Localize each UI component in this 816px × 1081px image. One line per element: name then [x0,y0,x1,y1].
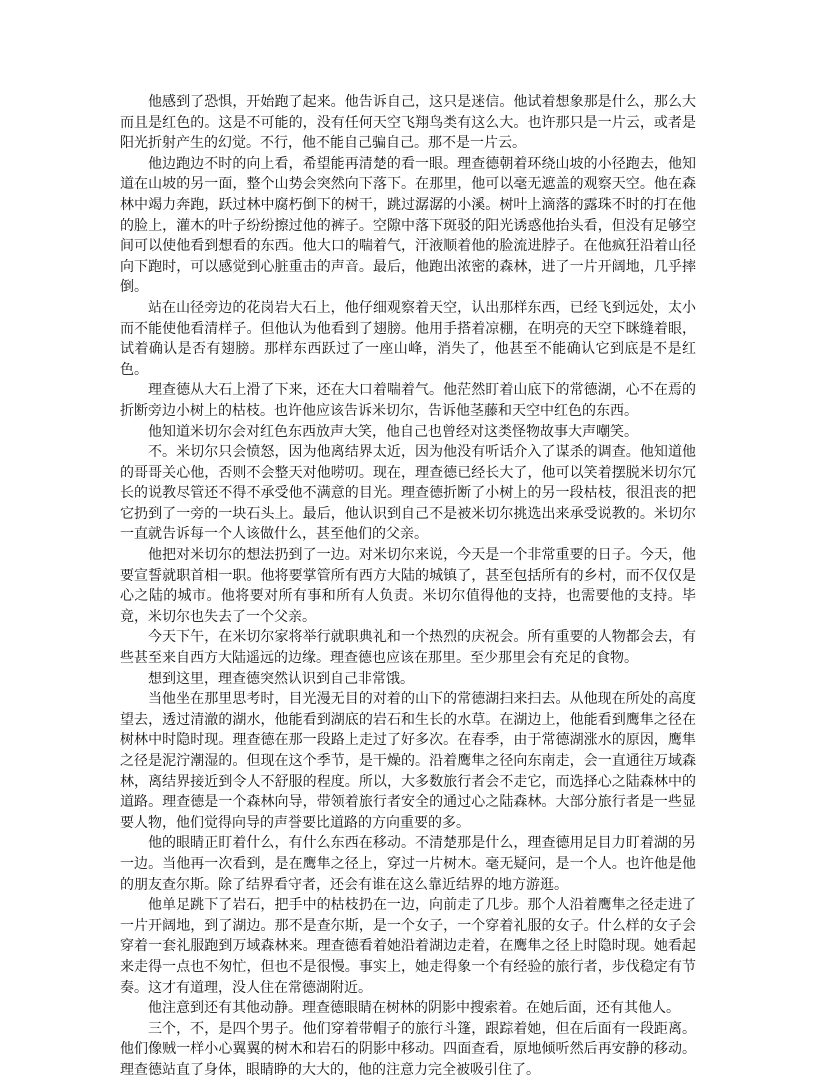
paragraph: 站在山径旁边的花岗岩大石上，他仔细观察着天空，认出那样东西，已经飞到远处，太小而不能使他看清样子。但他认为他看到了翅膀。他用手搭着凉棚，在明亮的天空下眯缝着眼，试着确认是否有翅膀。那样东西跃过了一座山峰，消失了，他甚至不能确认它到底是不是红色。 [120,299,696,378]
paragraph: 他的眼睛正盯着什么，有什么东西在移动。不清楚那是什么，理查德用足目力盯着湖的另一边。当他再一次看到，是在鹰隼之径上，穿过一片树木。毫无疑问，是一个人。也许他是他的朋友查尔斯。除了结界看守者，还会有谁在这么靠近结界的地方游逛。 [120,835,696,893]
body-text [120,92,696,1081]
paragraph: 今天下午，在米切尔家将举行就职典礼和一个热烈的庆祝会。所有重要的人物都会去，有些甚至来自西方大陆遥远的边缘。理查德也应该在那里。至少那里会有充足的食物。 [120,629,696,667]
paragraph: 三个，不，是四个男子。他们穿着带帽子的旅行斗篷，跟踪着她，但在后面有一段距离。他们像贼一样小心翼翼的树木和岩石的阴影中移动。四面查看，原地倾听然后再安静的移动。理查德站直了身体，眼睛睁的大大的，他的注意力完全被吸引住了。 [120,1020,696,1078]
paragraph: 他单足跳下了岩石，把手中的枯枝扔在一边，向前走了几步。那个人沿着鹰隼之径走进了一片开阔地，到了湖边。那不是查尔斯，是一个女子，一个穿着礼服的女子。什么样的女子会穿着一套礼服跑到万域森林来。理查德看着她沿着湖边走着，在鹰隼之径上时隐时现。她看起来走得一点也不匆忙，但也不是很慢。事实上，她走得象一个有经验的旅行者，步伐稳定有节奏。这才有道理，没人住在常德湖附近。 [120,897,696,996]
paragraph: 他边跑边不时的向上看，希望能再清楚的看一眼。理查德朝着环绕山坡的小径跑去，他知道在山坡的另一面，整个山势会突然向下落下。在那里，他可以毫无遮盖的观察天空。他在森林中竭力奔跑，跃过林中腐朽倒下的树干，跳过潺潺的小溪。树叶上滴落的露珠不时的打在他的脸上，灌木的叶子纷纷擦过他的裤子。空隙中落下斑驳的阳光诱惑他抬头看，但没有足够空间可以使他看到想看的东西。他大口的喘着气，汗液顺着他的脸流进脖子。在他疯狂沿着山径向下跑时，可以感觉到心脏重击的声音。最后，他跑出浓密的森林，进了一片开阔地，几乎摔倒。 [120,155,696,296]
paragraph: 不。米切尔只会愤怒，因为他离结界太近，因为他没有听话介入了谋杀的调查。他知道他的哥哥关心他，否则不会整天对他唠叨。现在，理查德已经长大了，他可以笑着摆脱米切尔冗长的说教尽管还不得不承受他不满意的目光。理查德折断了小树上的另一段枯枝，很沮丧的把它扔到了一旁的一块石头上。最后，他认识到自己不是被米切尔挑选出来承受说教的。米切尔一直就告诉每一个人该做什么，甚至他们的父亲。 [120,444,696,543]
paragraph: 他把对米切尔的想法扔到了一边。对米切尔来说，今天是一个非常重要的日子。今天，他要宣誓就职首相一职。他将要掌管所有西方大陆的城镇了，甚至包括所有的乡村，而不仅仅是心之陆的城市。他将要对所有事和所有人负责。米切尔值得他的支持，也需要他的支持。毕竟，米切尔也失去了一个父亲。 [120,547,696,625]
paragraph: 想到这里，理查德突然认识到自己非常饿。 [148,670,414,687]
paragraph: 当他坐在那里思考时，目光漫无目的对着的山下的常德湖扫来扫去。从他现在所处的高度望去，透过清澈的湖水，他能看到湖底的岩石和生长的水草。在湖边上，他能看到鹰隼之径在树林中时隐时现。理查德在那一段路上走过了好多次。在春季，由于常德湖涨水的原因，鹰隼之径是泥泞潮湿的。但现在这个季节，是干燥的。沿着鹰隼之径向东南走，会一直通往万域森林，离结界接近到令人不舒服的程度。所以，大多数旅行者会不走它，而选择心之陆森林中的道路。理查德是一个森林向导，带领着旅行者安全的通过心之陆森林。大部分旅行者是一些显要人物，他们觉得向导的声誉要比道路的方向重要的多。 [120,691,696,831]
paragraph: 他注意到还有其他动静。理查德眼睛在树林的阴影中搜索着。在她后面，还有其他人。 [148,1000,680,1017]
paragraph: 他感到了恐惧，开始跑了起来。他告诉自己，这只是迷信。他试着想象那是什么，那么大而且是红色的。这是不可能的，没有任何天空飞翔鸟类有这么大。也许那只是一片云，或者是阳光折射产生的幻觉。不行，他不能自己骗自己。那不是一片云。 [120,94,696,152]
paragraph: 他知道米切尔会对红色东西放声大笑，他自己也曾经对这类怪物故事大声嘲笑。 [148,423,638,440]
paragraph: 理查德从大石上滑了下来，还在大口着喘着气。他茫然盯着山底下的常德湖，心不在焉的折断旁边小树上的枯枝。也许他应该告诉米切尔，告诉他茎藤和天空中红色的东西。 [120,382,696,419]
